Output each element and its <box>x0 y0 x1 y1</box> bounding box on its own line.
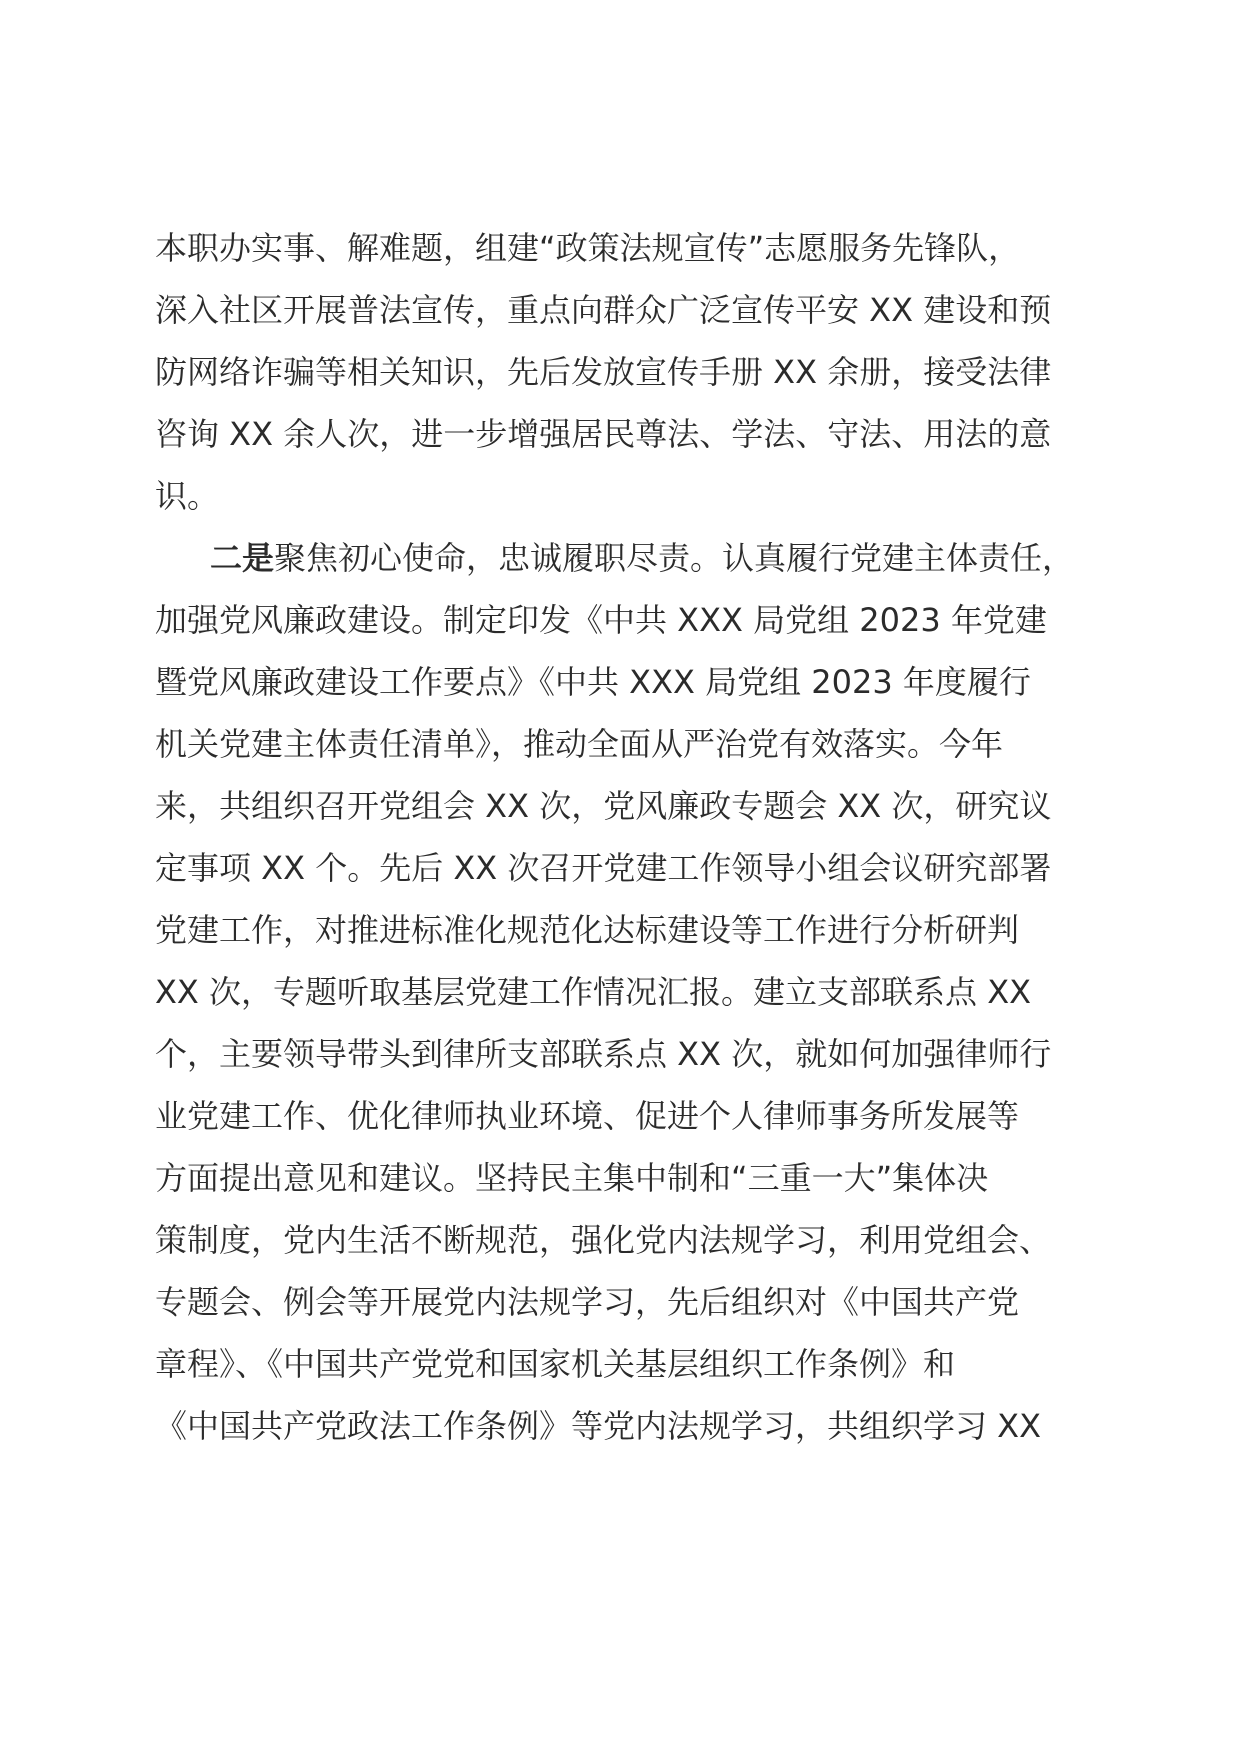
paragraph-first-line <box>210 538 1074 578</box>
body-text-line: 本职办实事、解难题，组建“政策法规宣传”志愿服务先锋队， <box>155 229 1021 267</box>
paragraph-lead-label: 二是 <box>210 539 275 577</box>
body-text-line: 专题会、例会等开展党内法规学习，先后组织对《中国共产党 <box>155 1283 1020 1321</box>
body-text-line: 咨询 XX 余人次，进一步增强居民尊法、学法、守法、用法的意 <box>155 415 1052 453</box>
body-text-line: 深入社区开展普法宣传，重点向群众广泛宣传平安 XX 建设和预 <box>155 291 1052 329</box>
body-text-line: 个，主要领导带头到律所支部联系点 XX 次，就如何加强律师行 <box>155 1035 1052 1073</box>
body-text-line: 业党建工作、优化律师执业环境、促进个人律师事务所发展等 <box>155 1097 1020 1135</box>
body-text-line: 定事项 XX 个。先后 XX 次召开党建工作领导小组会议研究部署 <box>155 849 1052 887</box>
body-text-line: 章程》、《中国共产党党和国家机关基层组织工作条例》和 <box>155 1345 956 1383</box>
body-text-line: 机关党建主体责任清单》，推动全面从严治党有效落实。今年 <box>155 725 1004 763</box>
body-text-line: 来，共组织召开党组会 XX 次，党风廉政专题会 XX 次，研究议 <box>155 787 1052 825</box>
body-text-line: 《中国共产党政法工作条例》等党内法规学习，共组织学习 XX <box>155 1407 1042 1445</box>
body-text-line: 防网络诈骗等相关知识，先后发放宣传手册 XX 余册，接受法律 <box>155 353 1052 391</box>
body-text-line: 党建工作，对推进标准化规范化达标建设等工作进行分析研判 <box>155 911 1020 949</box>
body-text-line: 策制度，党内生活不断规范，强化党内法规学习，利用党组会、 <box>155 1221 1052 1259</box>
body-text-line: 识。 <box>155 477 220 515</box>
body-text-segment: 聚焦初心使命，忠诚履职尽责。认真履行党建主体责任， <box>274 539 1075 577</box>
body-text-line: 暨党风廉政建设工作要点》《中共 XXX 局党组 2023 年度履行 <box>155 663 1031 701</box>
body-text-line: XX 次，专题听取基层党建工作情况汇报。建立支部联系点 XX <box>155 973 1032 1011</box>
body-text-line: 加强党风廉政建设。制定印发《中共 XXX 局党组 2023 年党建 <box>155 601 1047 639</box>
body-text-line: 方面提出意见和建议。坚持民主集中制和“三重一大”集体决 <box>155 1159 989 1197</box>
